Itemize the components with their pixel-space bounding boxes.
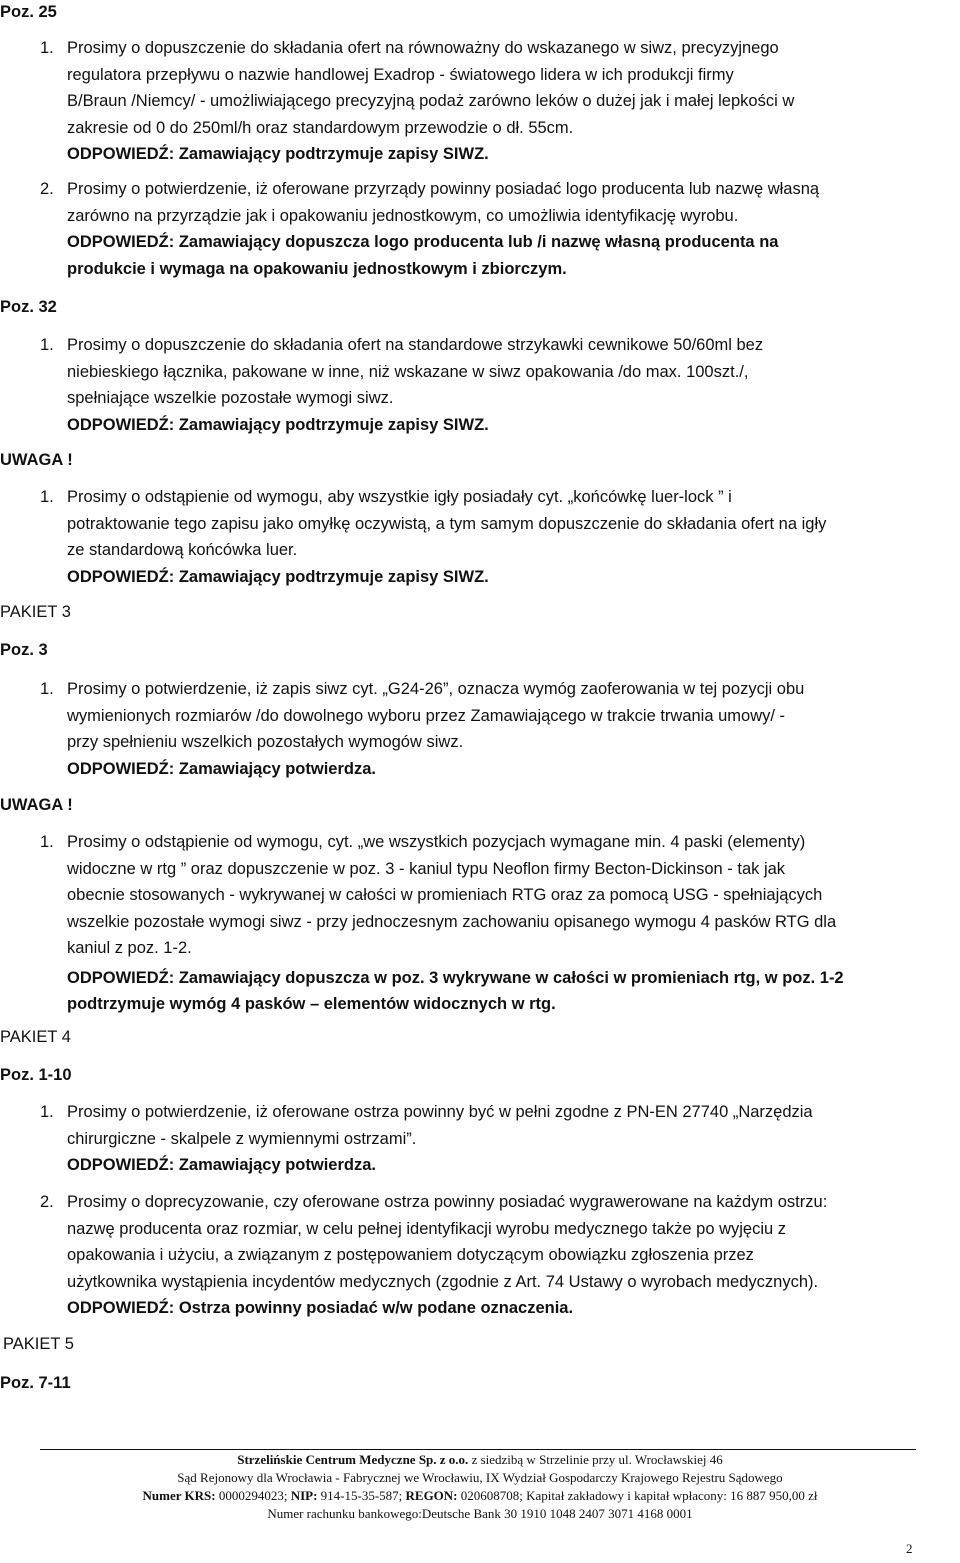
item-number: 1. [40,39,54,57]
item-number: 2. [40,180,54,198]
question-line: Prosimy o odstąpienie od wymogu, cyt. „we wszystkich pozycjach wymagane min. 4 paski (elementy) [67,833,806,851]
question-line: użytkownika wystąpienia incydentów medycznych (zgodnie z Art. 74 Ustawy o wyrobach medycznych). [67,1272,819,1291]
package-heading-pakiet-5: PAKIET 5 [3,1335,74,1353]
answer-line: ODPOWIEDŹ: Zamawiający dopuszcza w poz. 3 wykrywane w całości w promieniach rtg, w poz. 1-2 [67,968,844,987]
section-heading-poz-3: Poz. 3 [0,641,48,659]
question-line: nazwę producenta oraz rozmiar, w celu pełnej identyfikacji wyrobu medycznego także po wyjęciu z [67,1219,787,1238]
question-line: chirurgiczne - skalpele z wymiennymi ostrzami”. [67,1129,417,1148]
question-line: Prosimy o doprecyzowanie, czy oferowane ostrza powinny posiadać wygrawerowane na każdym ostrzu: [67,1193,828,1211]
section-heading-poz-25: Poz. 25 [0,3,57,21]
question-line: zarówno na przyrządzie jak i opakowaniu jednostkowym, co umożliwia identyfikację wyrobu. [67,206,739,225]
warning-heading: UWAGA ! [0,796,73,814]
nip-label: NIP: [290,1488,318,1503]
answer-line: ODPOWIEDŹ: Zamawiający podtrzymuje zapisy SIWZ. [67,145,489,163]
question-line: spełniające wszelkie pozostałe wymogi siwz. [67,389,394,407]
company-footer [0,1451,960,1523]
question-line: opakowania i użyciu, a związanym z postępowaniem dotyczącym obowiązku zgłoszenia przez [67,1246,754,1264]
section-heading-poz-32: Poz. 32 [0,298,57,316]
answer-line: ODPOWIEDŹ: Ostrza powinny posiadać w/w podane oznaczenia. [67,1299,574,1317]
question-line: Prosimy o dopuszczenie do składania ofert na standardowe strzykawki cewnikowe 50/60ml bez [67,336,764,354]
answer-line: ODPOWIEDŹ: Zamawiający potwierdza. [67,1156,376,1174]
section-heading-poz-1-10: Poz. 1-10 [0,1066,72,1084]
footer-company-line [0,1451,960,1469]
item-number: 1. [40,833,54,851]
package-heading-pakiet-4: PAKIET 4 [0,1028,71,1046]
answer-line: produkcie i wymaga na opakowaniu jednostkowym i zbiorczym. [67,259,567,278]
question-line: Prosimy o dopuszczenie do składania ofert na równoważny do wskazanego w siwz, precyzyjnego [67,39,779,57]
question-line: Prosimy o potwierdzenie, iż zapis siwz cyt. „G24-26”, oznacza wymóg zaoferowania w tej pozycji obu [67,680,805,698]
question-line: Prosimy o potwierdzenie, iż oferowane przyrządy powinny posiadać logo producenta lub nazwę własną [67,180,820,198]
answer-line: ODPOWIEDŹ: Zamawiający dopuszcza logo producenta lub /i nazwę własną producenta na [67,233,779,251]
question-line: widoczne w rtg ” oraz dopuszczenie w poz. 3 - kaniul typu Neoflon firmy Becton-Dickinson - tak jak [67,859,786,878]
question-line: wszelkie pozostałe wymogi siwz - przy jednoczesnym zachowaniu opisanego wymogu 4 pasków RTG dla [67,912,837,931]
regon-value: 020608708; Kapitał zakładowy i kapitał wpłacony: 16 887 950,00 zł [457,1488,818,1503]
question-line: potraktowanie tego zapisu jako omyłkę oczywistą, a tym samym dopuszczenie do składania ofert na igły [67,514,827,533]
item-number: 2. [40,1193,54,1211]
question-line: Prosimy o potwierdzenie, iż oferowane ostrza powinny być w pełni zgodne z PN-EN 27740 „Narzędzia [67,1103,813,1121]
answer-line: ODPOWIEDŹ: Zamawiający podtrzymuje zapisy SIWZ. [67,415,489,434]
question-line: kaniul z poz. 1-2. [67,939,192,957]
package-heading-pakiet-3: PAKIET 3 [0,603,71,621]
page-number: 2 [906,1541,913,1556]
item-number: 1. [40,336,54,354]
answer-line: ODPOWIEDŹ: Zamawiający podtrzymuje zapisy SIWZ. [67,567,489,586]
krs-value: 0000294023; [215,1488,291,1503]
company-address: z siedzibą w Strzelinie przy ul. Wrocławskiej 46 [468,1452,723,1467]
footer-divider [40,1449,916,1450]
question-line: przy spełnieniu wszelkich pozostałych wymogów siwz. [67,733,464,751]
question-line: Prosimy o odstąpienie od wymogu, aby wszystkie igły posiadały cyt. „końcówkę luer-lock ” i [67,488,732,506]
item-number: 1. [40,680,54,698]
item-number: 1. [40,488,54,506]
company-name: Strzelińskie Centrum Medyczne Sp. z o.o. [237,1452,469,1467]
answer-line: podtrzymuje wymóg 4 pasków – elementów widocznych w rtg. [67,995,556,1013]
question-line: wymienionych rozmiarów /do dowolnego wyboru przez Zamawiającego w trakcie trwania umowy/ - [67,706,786,725]
footer-court-line: Sąd Rejonowy dla Wrocławia - Fabrycznej we Wrocławiu, IX Wydział Gospodarczy Krajowego Rejestru Sądowego [177,1470,783,1485]
regon-label: REGON: [405,1488,458,1503]
question-line: B/Braun /Niemcy/ - umożliwiającego precyzyjną podaż zarówno leków o dużej jak i małej lepkości w [67,92,795,110]
footer-bank-line: Numer rachunku bankowego:Deutsche Bank 30 1910 1048 2407 3071 4168 0001 [267,1506,693,1521]
question-line: niebieskiego łącznika, pakowane w inne, niż wskazane w siwz opakowania /do max. 100szt./, [67,362,749,381]
question-line: obecnie stosowanych - wykrywanej w całości w promieniach RTG oraz za pomocą USG - spełniających [67,886,823,904]
answer-line: ODPOWIEDŹ: Zamawiający potwierdza. [67,759,376,778]
nip-value: 914-15-35-587; [317,1488,406,1503]
question-line: ze standardową końcówka luer. [67,541,298,559]
section-heading-poz-7-11: Poz. 7-11 [0,1374,71,1392]
item-number: 1. [40,1103,54,1121]
question-line: regulatora przepływu o nazwie handlowej Exadrop - światowego lidera w ich produkcji firmy [67,65,734,84]
krs-label: Numer KRS: [142,1488,216,1503]
footer-registry-line [0,1487,960,1505]
question-line: zakresie od 0 do 250ml/h oraz standardowym przewodzie o dł. 55cm. [67,118,574,137]
warning-heading: UWAGA ! [0,451,73,469]
